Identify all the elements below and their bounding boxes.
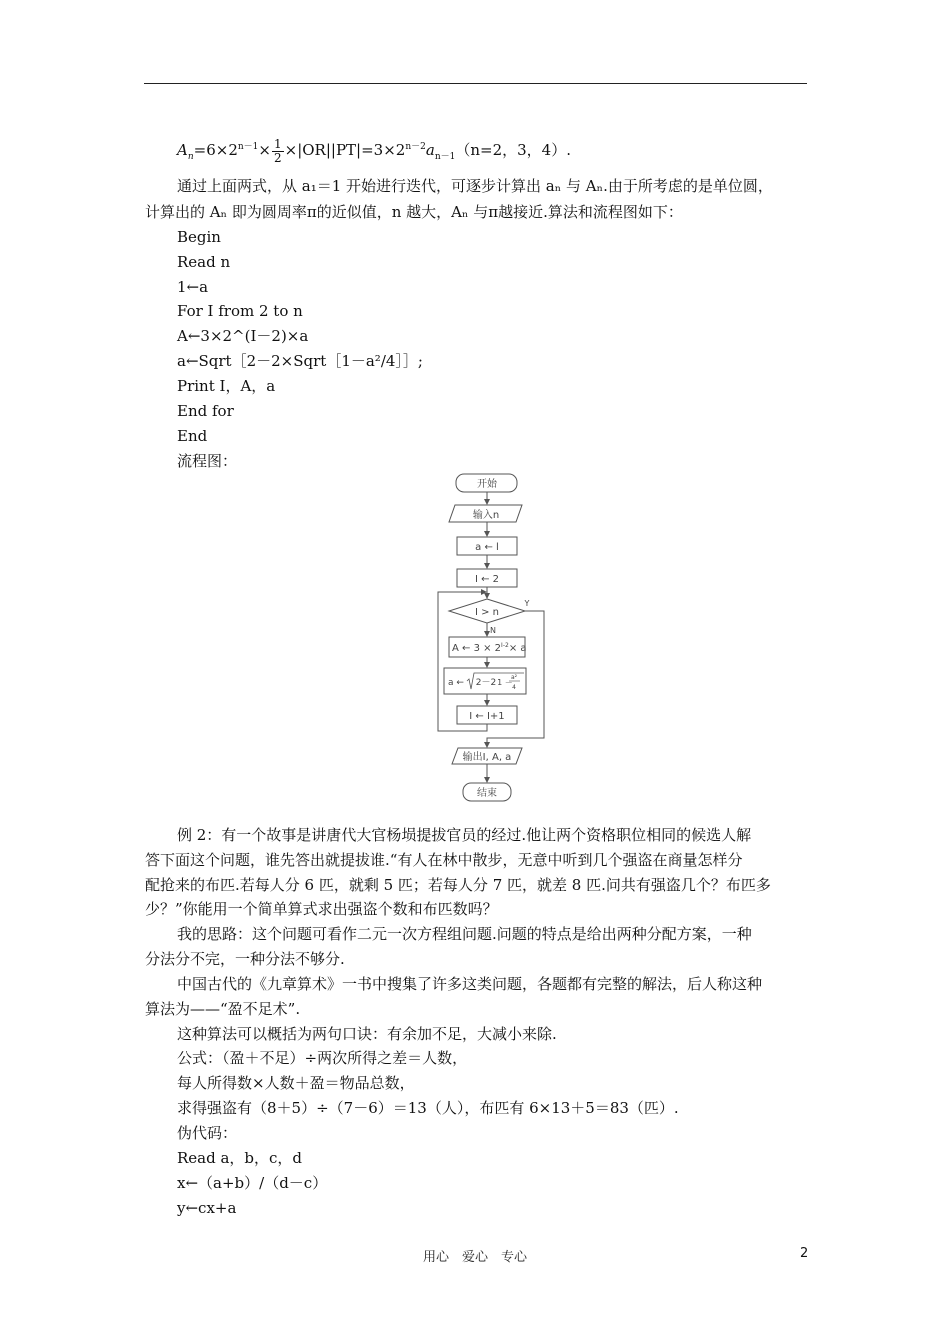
code-line: End for [177,402,234,420]
assign-a-text: a ← l [475,542,499,553]
no-label: N [490,626,496,635]
step-sqrt-num: a² [510,674,518,681]
paragraph-line: 每人所得数×人数＋盈＝物品总数， [177,1074,415,1092]
formula-part: a [425,141,435,159]
header-rule [144,83,807,84]
formula-sup: n－2 [405,142,426,152]
code-line: For I from 2 to n [177,302,303,320]
step-sqrt-pre: a ← [448,678,464,688]
paragraph-line: 计算出的 Aₙ 即为圆周率π的近似值，n 越大，Aₙ 与π越接近.算法和流程图如下： [145,203,683,221]
paragraph-line: 这种算法可以概括为两句口诀：有余加不足，大减小来除. [177,1025,557,1043]
flowchart-label: 流程图： [177,452,238,470]
formula-sup: n－1 [237,142,259,152]
formula-sub: n－1 [434,152,456,162]
end-text: 结束 [477,788,497,799]
code-line: A←3×2^(I－2)×a [177,327,309,345]
step-sqrt-inner: 1 － [497,678,513,687]
paragraph-line: 通过上面两式，从 a₁＝1 开始进行迭代，可逐步计算出 aₙ 与 Aₙ.由于所考虑的是单位圆， [177,177,773,195]
step-a-text: A ← $3 \times 2^{I-2}\times a$ [452,642,527,654]
output-text: 输出I, A, a [462,752,512,763]
formula-part: A [177,141,188,159]
condition-text: I > n [474,607,500,618]
formula-part: =6×2 [193,141,238,159]
formula-sub: n [187,152,194,162]
code-line: Print I，A，a [177,377,276,395]
code-line: Begin [177,228,221,246]
paragraph-line: 配抢来的布匹.若每人分 6 匹，就剩 5 匹；若每人分 7 匹，就差 8 匹.问共有强盗几个？布匹多 [145,876,771,894]
yes-label: Y [524,599,530,608]
paragraph-line: 算法为——“盈不足术”. [145,1000,301,1018]
step-inc-text: I ← I+1 [469,711,505,722]
fraction-denominator: 2 [273,150,282,165]
paragraph-line: 伪代码： [177,1124,238,1142]
step-sqrt-body: 2－2 [475,678,497,688]
formula-part: ×|OR||PT|=3×2 [284,141,406,159]
flowchart [0,470,950,810]
input-text: 输入n [472,510,500,521]
formula-line [177,137,571,167]
paragraph-line: 答下面这个问题，谁先答出就提拔谁.“有人在林中散步，无意中听到几个强盗在商量怎样分 [145,851,743,869]
code-line: y←cx+a [177,1199,237,1217]
code-line: Read n [177,253,231,271]
paragraph-line: 分法分不完，一种分法不够分. [145,950,345,968]
code-line: 1←a [177,278,209,296]
paragraph-line: 求得强盗有（8＋5）÷（7－6）＝13（人），布匹有 6×13＋5＝83（匹）. [177,1099,679,1117]
fraction [272,138,284,165]
start-text: 开始 [477,479,497,490]
paragraph-line: 中国古代的《九章算术》一书中搜集了许多这类问题，各题都有完整的解法，后人称这种 [177,975,763,993]
fraction-numerator: 1 [273,136,282,151]
code-line: Read a，b，c，d [177,1149,303,1167]
paragraph-line: 例 2：有一个故事是讲唐代大官杨埙提拔官员的经过.他让两个资格职位相同的候选人解 [177,826,752,844]
paragraph-line: 少？”你能用一个简单算式求出强盗个数和布匹数吗？ [145,900,498,918]
page-footer: 用心 爱心 专心 [422,1250,527,1265]
step-sqrt-den: 4 [512,684,516,691]
assign-i-text: I ← 2 [474,574,500,585]
formula-part: （n=2，3，4）. [455,141,571,159]
code-line: End [177,427,208,445]
paragraph-line: 公式：（盈＋不足）÷两次所得之差＝人数， [177,1049,468,1067]
code-line: x←（a+b）/（d－c） [177,1174,328,1192]
paragraph-line: 我的思路：这个问题可看作二元一次方程组问题.问题的特点是给出两种分配方案，一种 [177,925,752,943]
formula-part: × [258,141,271,159]
code-line: a←Sqrt［2－2×Sqrt［1－a²/4］］; [177,352,423,370]
page-number: 2 [800,1246,809,1261]
